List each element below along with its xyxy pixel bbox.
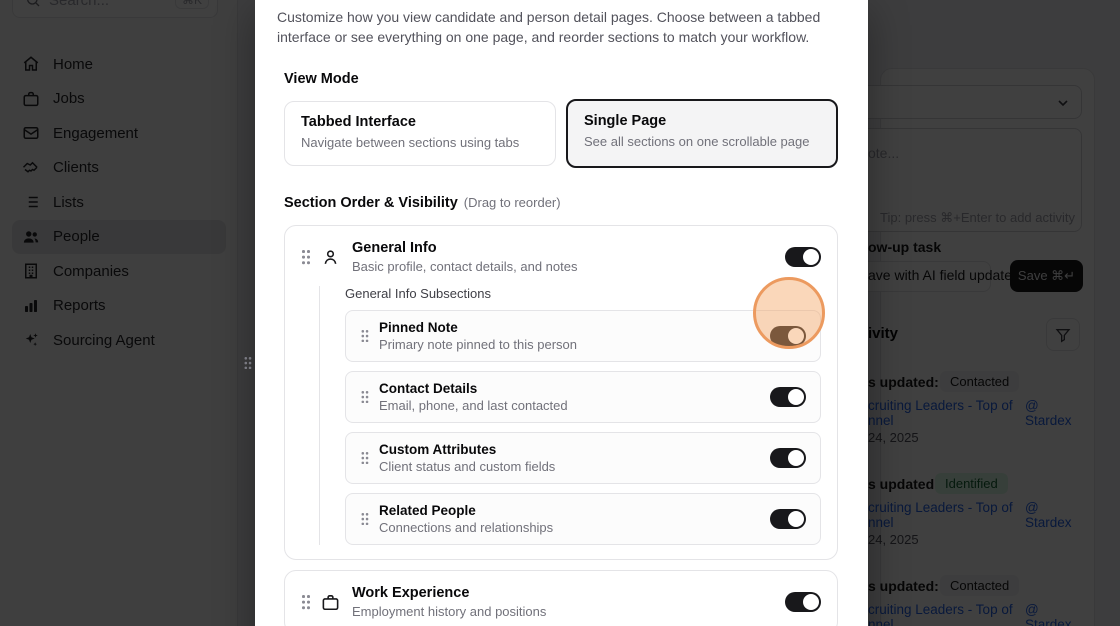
- person-icon: [321, 248, 340, 267]
- toggle-contact-details[interactable]: [770, 387, 806, 407]
- briefcase-icon: [321, 593, 340, 612]
- click-highlight-annotation: [753, 277, 825, 349]
- subsection-pinned-note: [345, 310, 821, 362]
- subsection-title: Pinned Note: [379, 320, 458, 335]
- subsection-description: Primary note pinned to this person: [379, 337, 577, 352]
- section-description: Basic profile, contact details, and notes: [352, 259, 578, 274]
- subsections-label: General Info Subsections: [345, 286, 491, 301]
- drag-handle-icon[interactable]: [361, 512, 369, 526]
- option-description: Navigate between sections using tabs: [301, 135, 520, 150]
- view-mode-option-single-page[interactable]: [566, 99, 838, 168]
- subsection-title: Contact Details: [379, 381, 478, 396]
- view-mode-option-tabbed[interactable]: [284, 101, 556, 166]
- drag-handle-icon[interactable]: [361, 390, 369, 404]
- section-card-general-info: [284, 225, 838, 560]
- toggle-general-info[interactable]: [785, 247, 821, 267]
- section-order-heading: Section Order & Visibility (Drag to reorder): [284, 195, 561, 211]
- toggle-custom-attributes[interactable]: [770, 448, 806, 468]
- drag-handle-icon: [243, 355, 252, 371]
- drag-handle-icon[interactable]: [361, 451, 369, 465]
- subsection-description: Client status and custom fields: [379, 459, 556, 474]
- subsection-description: Email, phone, and last contacted: [379, 398, 568, 413]
- subsection-custom-attributes: [345, 432, 821, 484]
- subsection-contact-details: [345, 371, 821, 423]
- subsection-title: Custom Attributes: [379, 442, 497, 457]
- drag-handle-icon[interactable]: [301, 249, 310, 265]
- section-title: Work Experience: [352, 585, 470, 601]
- toggle-related-people[interactable]: [770, 509, 806, 529]
- drag-handle-icon[interactable]: [301, 594, 310, 610]
- section-title: General Info: [352, 240, 437, 256]
- modal-description: Customize how you view candidate and person detail pages. Choose between a tabbed interface or see everything on one page, and reorder sections to match your workflow.: [277, 9, 821, 45]
- subsection-title: Related People: [379, 503, 476, 518]
- subsection-related-people: [345, 493, 821, 545]
- drag-handle-icon[interactable]: [361, 329, 369, 343]
- option-title: Tabbed Interface: [301, 114, 416, 130]
- toggle-work-experience[interactable]: [785, 592, 821, 612]
- view-mode-heading: View Mode: [284, 71, 359, 87]
- option-description: See all sections on one scrollable page: [584, 134, 810, 149]
- option-title: Single Page: [584, 113, 667, 129]
- drag-hint: (Drag to reorder): [463, 195, 561, 210]
- subsection-description: Connections and relationships: [379, 520, 554, 535]
- section-description: Employment history and positions: [352, 604, 547, 619]
- section-card-work-experience: [284, 570, 838, 626]
